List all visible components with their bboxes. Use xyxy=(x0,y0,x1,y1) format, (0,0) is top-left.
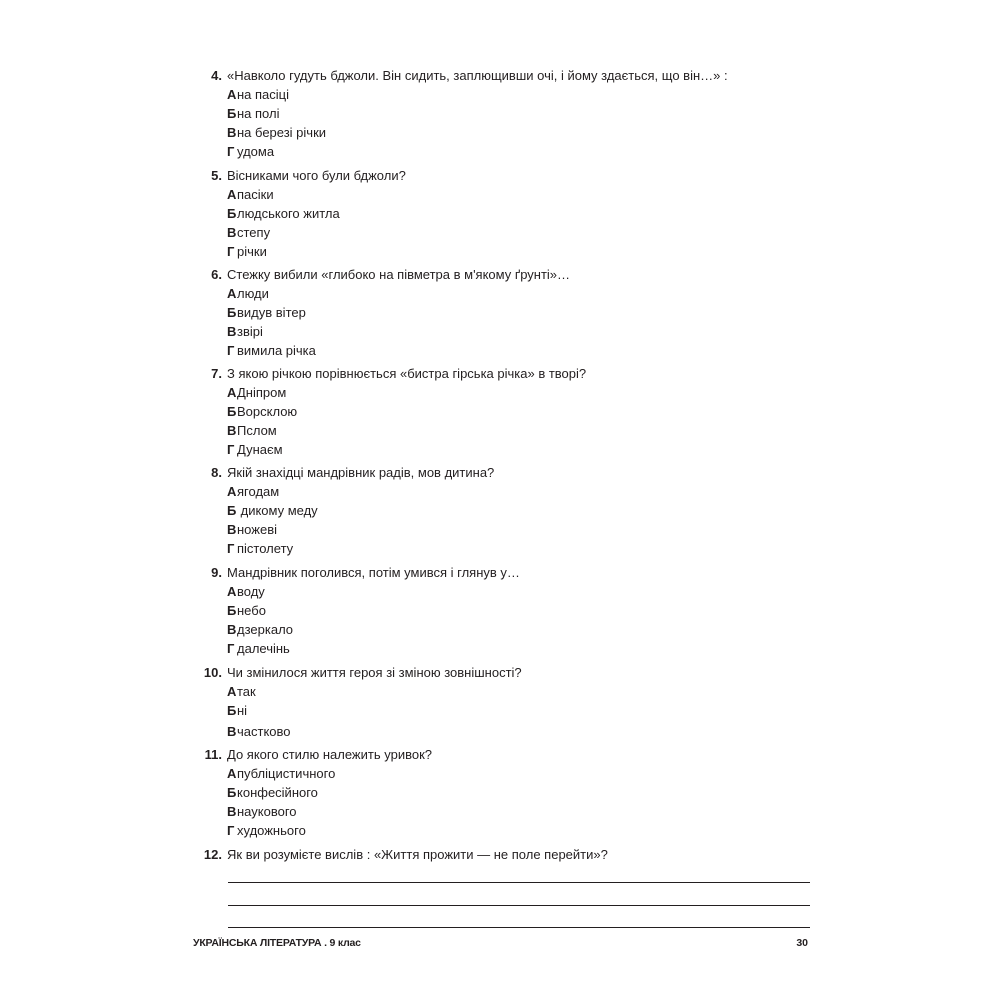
question-number: 7. xyxy=(211,366,222,381)
question-number: 12. xyxy=(203,847,222,862)
option-letter: А xyxy=(227,87,237,102)
option-text: наукового xyxy=(237,804,297,819)
option-letter: А xyxy=(227,584,237,599)
option-text: художнього xyxy=(237,823,306,838)
option-v xyxy=(195,322,815,341)
option-text: вимила річка xyxy=(237,343,316,358)
option-letter: Г xyxy=(227,641,235,656)
option-text: удома xyxy=(237,144,275,159)
option-b xyxy=(195,601,815,620)
option-v xyxy=(195,421,815,440)
question-text: З якою річкою порівнюється «бистра гірська річка» в творі? xyxy=(227,366,587,381)
option-letter: В xyxy=(227,423,237,438)
option-letter: В xyxy=(227,522,237,537)
option-text: далечінь xyxy=(237,641,290,656)
option-v xyxy=(195,620,815,639)
answer-line[interactable] xyxy=(228,927,810,928)
option-text: дикому меду xyxy=(237,503,318,518)
option-letter: Б xyxy=(227,703,237,718)
option-text: воду xyxy=(237,584,265,599)
option-v xyxy=(195,802,815,821)
option-text: людського житла xyxy=(237,206,340,221)
option-text: ні xyxy=(237,703,248,718)
option-g xyxy=(195,341,815,360)
footer-title: УКРАЇНСЬКА ЛІТЕРАТУРА . 9 клас xyxy=(193,937,361,949)
option-text: небо xyxy=(237,603,266,618)
option-text: дзеркало xyxy=(237,622,294,637)
option-letter: А xyxy=(227,684,237,699)
options-list xyxy=(195,383,815,459)
option-letter: В xyxy=(227,225,237,240)
option-letter: А xyxy=(227,187,237,202)
option-b xyxy=(195,402,815,421)
option-letter: Б xyxy=(227,305,237,320)
option-text: так xyxy=(237,684,256,699)
options-list xyxy=(195,284,815,360)
option-text: частково xyxy=(237,724,291,739)
option-text: ножеві xyxy=(237,522,277,537)
option-letter: А xyxy=(227,385,237,400)
option-text: Дунаєм xyxy=(237,442,283,457)
option-g xyxy=(195,242,815,261)
question-number: 4. xyxy=(211,68,222,83)
option-letter: Б xyxy=(227,404,237,419)
option-letter: Г xyxy=(227,823,235,838)
question-text: Якій знахідці мандрівник радів, мов дитина? xyxy=(227,465,495,480)
option-letter: Г xyxy=(227,442,235,457)
option-letter: А xyxy=(227,286,237,301)
question-6 xyxy=(195,266,815,360)
question-number: 10. xyxy=(203,665,222,680)
option-b xyxy=(195,104,815,123)
options-list xyxy=(195,764,815,840)
option-text: Пслом xyxy=(237,423,277,438)
page-number: 30 xyxy=(796,937,808,949)
option-letter: Г xyxy=(227,343,235,358)
option-v xyxy=(195,223,815,242)
option-a xyxy=(195,383,815,402)
question-12 xyxy=(195,846,815,864)
question-7 xyxy=(195,365,815,459)
option-text: конфесійного xyxy=(237,785,318,800)
option-text: видув вітер xyxy=(237,305,306,320)
question-text: Як ви розумієте вислів : «Життя прожити — не поле перейти»? xyxy=(227,847,608,862)
question-text: Мандрівник поголився, потім умився і глянув у… xyxy=(227,565,520,580)
question-number: 5. xyxy=(211,168,222,183)
question-text: До якого стилю належить уривок? xyxy=(227,747,432,762)
option-letter: Г xyxy=(227,244,235,259)
option-text: степу xyxy=(237,225,271,240)
option-text: звірі xyxy=(237,324,263,339)
option-a xyxy=(195,85,815,104)
option-letter: Б xyxy=(227,603,237,618)
options-list xyxy=(195,482,815,558)
option-text: на пасіці xyxy=(237,87,290,102)
option-text: річки xyxy=(237,244,267,259)
option-a xyxy=(195,482,815,501)
question-11 xyxy=(195,746,815,840)
option-letter: В xyxy=(227,622,237,637)
answer-line[interactable] xyxy=(228,882,810,883)
option-letter: А xyxy=(227,484,237,499)
question-10 xyxy=(195,664,815,741)
option-v xyxy=(195,520,815,539)
question-5 xyxy=(195,167,815,261)
option-letter: В xyxy=(227,724,237,739)
option-g xyxy=(195,821,815,840)
option-a xyxy=(195,284,815,303)
options-list xyxy=(195,85,815,161)
option-text: люди xyxy=(237,286,269,301)
option-text: ягодам xyxy=(237,484,280,499)
option-text: на полі xyxy=(237,106,280,121)
question-text: Вісниками чого були бджоли? xyxy=(227,168,406,183)
question-number: 8. xyxy=(211,465,222,480)
option-text: Дніпром xyxy=(237,385,287,400)
option-letter: Г xyxy=(227,541,235,556)
question-number: 6. xyxy=(211,267,222,282)
option-b xyxy=(195,701,815,720)
option-a xyxy=(195,764,815,783)
option-text: Ворсклою xyxy=(237,404,298,419)
option-letter: В xyxy=(227,804,237,819)
question-text: Стежку вибили «глибоко на півметра в м'якому ґрунті»… xyxy=(227,267,571,282)
option-letter: Г xyxy=(227,144,235,159)
option-b xyxy=(195,783,815,802)
question-4 xyxy=(195,67,815,161)
option-letter: Б xyxy=(227,785,237,800)
option-v xyxy=(195,722,815,741)
option-b xyxy=(195,303,815,322)
option-g xyxy=(195,539,815,558)
question-number: 9. xyxy=(211,565,222,580)
option-letter: Б xyxy=(227,206,237,221)
option-g xyxy=(195,440,815,459)
option-text: пістолету xyxy=(237,541,294,556)
option-g xyxy=(195,142,815,161)
option-text: публіцистичного xyxy=(237,766,336,781)
question-9 xyxy=(195,564,815,658)
answer-line[interactable] xyxy=(228,905,810,906)
option-v xyxy=(195,123,815,142)
option-letter: Б xyxy=(227,106,237,121)
option-b xyxy=(195,204,815,223)
option-text: пасіки xyxy=(237,187,274,202)
option-a xyxy=(195,682,815,701)
options-list xyxy=(195,582,815,658)
option-b xyxy=(195,501,815,520)
option-letter: В xyxy=(227,324,237,339)
option-letter: В xyxy=(227,125,237,140)
question-text: «Навколо гудуть бджоли. Він сидить, заплющивши очі, і йому здається, що він…» : xyxy=(227,68,728,83)
question-number: 11. xyxy=(204,747,222,762)
options-list xyxy=(195,185,815,261)
option-letter: А xyxy=(227,766,237,781)
options-list xyxy=(195,682,815,741)
question-8 xyxy=(195,464,815,558)
option-a xyxy=(195,582,815,601)
option-letter: Б xyxy=(227,503,237,518)
option-text: на березі річки xyxy=(237,125,327,140)
option-g xyxy=(195,639,815,658)
question-text: Чи змінилося життя героя зі зміною зовнішності? xyxy=(227,665,522,680)
option-a xyxy=(195,185,815,204)
